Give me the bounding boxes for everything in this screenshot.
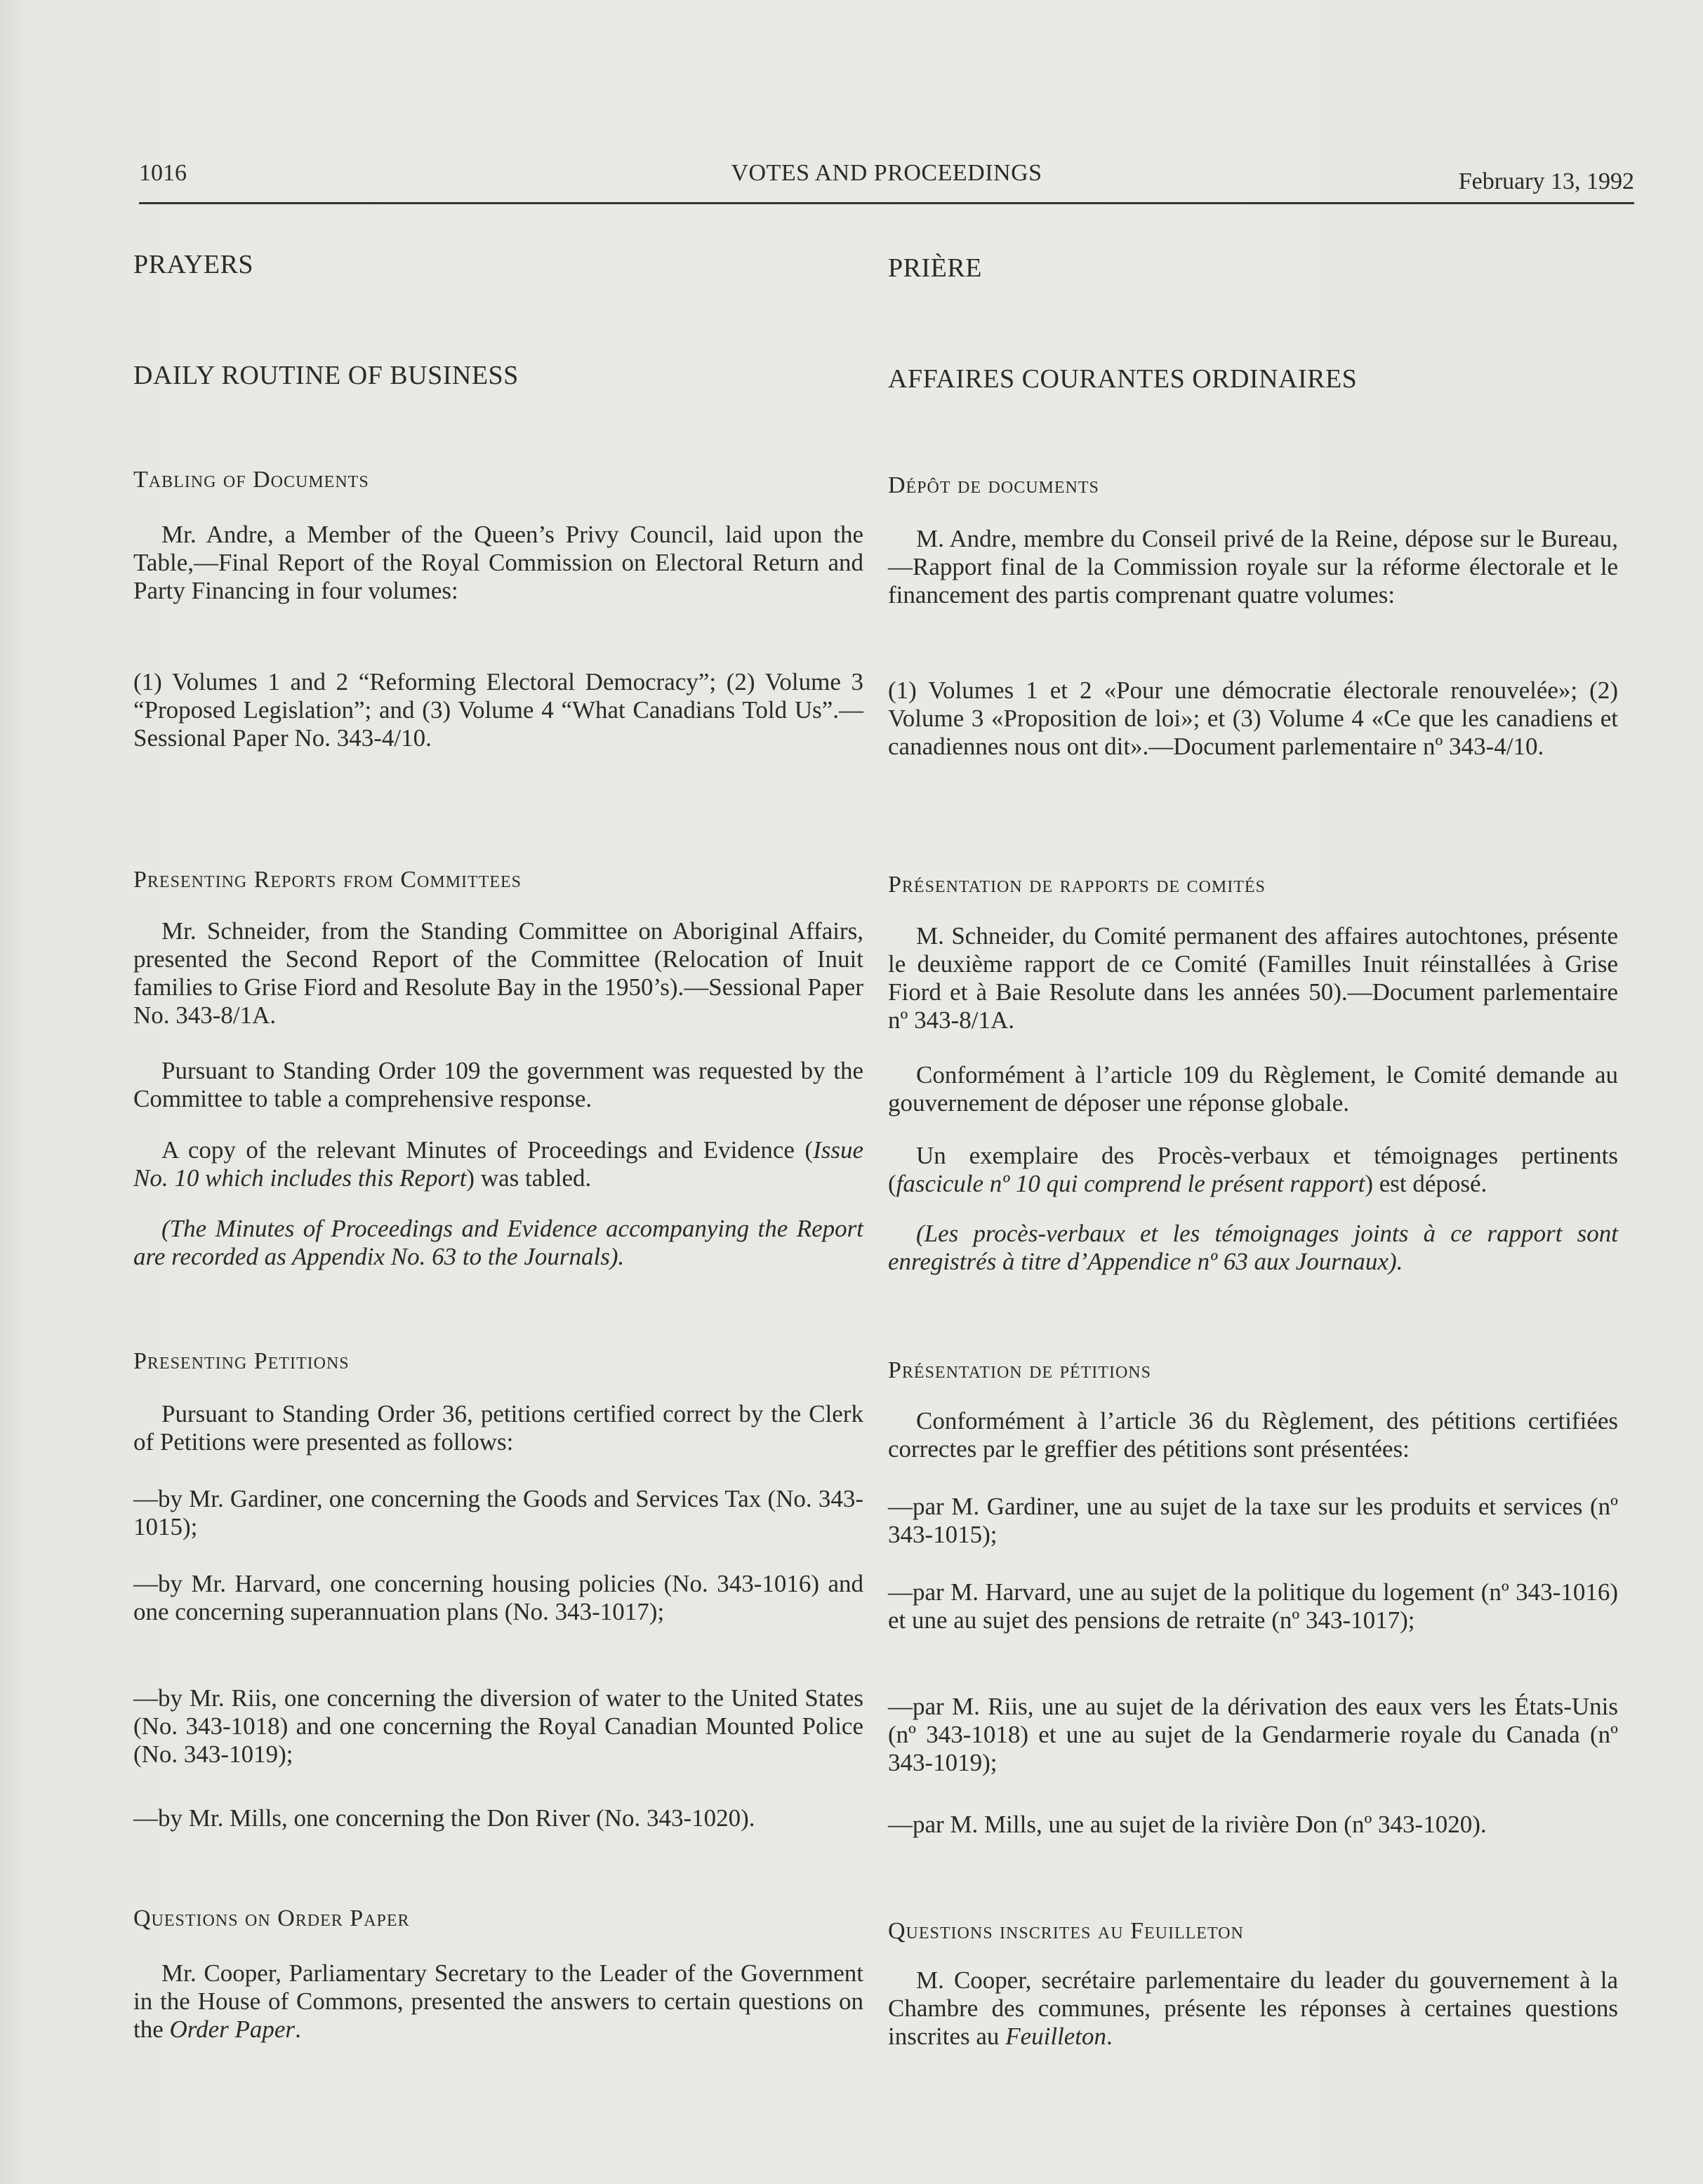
questions-text: Mr. Cooper, Parliamentary Secretary to the Leader of the Government in the House of Commons, presented the answers to certain questions on the Order Paper. [133,1959,863,2043]
tabling-heading: Tabling of Documents [133,467,369,493]
running-title: VOTES AND PROCEEDINGS [731,160,1042,186]
questions-fr-heading: Questions inscrites au Feuilleton [888,1918,1244,1944]
daily-routine-heading: DAILY ROUTINE OF BUSINESS [133,361,519,390]
questions-fr-text: M. Cooper, secrétaire parlementaire du leader du gouvernement à la Chambre des communes, présente les réponses à certaines questions inscrites au Feuilleton. [888,1966,1618,2050]
petition-fr-item: —par M. Gardiner, une au sujet de la taxe sur les produits et services (nº 343-1015); [888,1493,1618,1548]
petitions-intro: Pursuant to Standing Order 36, petitions certified correct by the Clerk of Petitions were presented as follows: [133,1400,863,1456]
petition-item: —by Mr. Riis, one concerning the diversion of water to the United States (No. 343-1018) and one concerning the Royal Canadian Mounted Police (No. 343-1019); [133,1684,863,1768]
depot-heading: Dépôt de documents [888,472,1099,498]
rapports-paragraph-1: M. Schneider, du Comité permanent des affaires autochtones, présente le deuxième rapport de ce Comité (Familles Inuit réinstallées à Grise Fiord et à Baie Resolute dans les années 50).—Document parlementaire nº 343-8/1A. [888,922,1618,1034]
petitions-heading: Presenting Petitions [133,1348,350,1374]
petition-fr-item: —par M. Harvard, une au sujet de la politique du logement (nº 343-1016) et une au sujet des pensions de retraite (nº 343-1017); [888,1578,1618,1634]
rapports-paragraph-4: (Les procès-verbaux et les témoignages joints à ce rapport sont enregistrés à titre d’Appendice nº 63 aux Journaux). [888,1220,1618,1275]
petitions-fr-heading: Présentation de pétitions [888,1357,1151,1383]
depot-volumes: (1) Volumes 1 et 2 «Pour une démocratie électorale renouvelée»; (2) Volume 3 «Proposition de loi»; et (3) Volume 4 «Ce que les canadiens et canadiennes nous ont dit».—Document parlementaire nº 343-4/10. [888,677,1618,760]
rapports-paragraph-3: Un exemplaire des Procès-verbaux et témoignages pertinents (fascicule nº 10 qui comprend le présent rapport) est déposé. [888,1142,1618,1197]
tabling-volumes: (1) Volumes 1 and 2 “Reforming Electoral Democracy”; (2) Volume 3 “Proposed Legislation”; and (3) Volume 4 “What Canadians Told Us”.—Sessional Paper No. 343-4/10. [133,668,863,752]
reports-paragraph-3: A copy of the relevant Minutes of Proceedings and Evidence (Issue No. 10 which includes this Report) was tabled. [133,1136,863,1192]
page-number: 1016 [139,160,187,186]
petition-item: —by Mr. Harvard, one concerning housing policies (No. 343-1016) and one concerning superannuation plans (No. 343-1017); [133,1570,863,1625]
depot-intro: M. Andre, membre du Conseil privé de la Reine, dépose sur le Bureau,—Rapport final de la Commission royale sur la réforme électorale et le financement des partis comprenant quatre volumes: [888,525,1618,608]
petition-item: —by Mr. Gardiner, one concerning the Goods and Services Tax (No. 343-1015); [133,1485,863,1540]
affaires-courantes-heading: AFFAIRES COURANTES ORDINAIRES [888,364,1358,394]
page-header [139,160,1634,204]
petitions-fr-intro: Conformément à l’article 36 du Règlement, des pétitions certifiées correctes par le greffier des pétitions sont présentées: [888,1407,1618,1463]
reports-heading: Presenting Reports from Committees [133,867,522,893]
prayers-heading: PRAYERS [133,250,254,279]
reports-paragraph-1: Mr. Schneider, from the Standing Committee on Aboriginal Affairs, presented the Second Report of the Committee (Relocation of Inuit families to Grise Fiord and Resolute Bay in the 1950’s).—Sessional Paper No. 343-8/1A. [133,917,863,1029]
priere-heading: PRIÈRE [888,253,982,283]
questions-heading: Questions on Order Paper [133,1905,410,1931]
petition-fr-item: —par M. Mills, une au sujet de la rivière Don (nº 343-1020). [888,1811,1487,1838]
rapports-heading: Présentation de rapports de comités [888,872,1266,898]
reports-paragraph-4: (The Minutes of Proceedings and Evidence accompanying the Report are recorded as Appendix No. 63 to the Journals). [133,1215,863,1270]
tabling-intro: Mr. Andre, a Member of the Queen’s Privy Council, laid upon the Table,—Final Report of the Royal Commission on Electoral Return and Party Financing in four volumes: [133,521,863,604]
petition-item: —by Mr. Mills, one concerning the Don River (No. 343-1020). [133,1804,755,1832]
header-date: February 13, 1992 [1458,168,1634,194]
rapports-paragraph-2: Conformément à l’article 109 du Règlement, le Comité demande au gouvernement de déposer une réponse globale. [888,1061,1618,1117]
reports-paragraph-2: Pursuant to Standing Order 109 the government was requested by the Committee to table a comprehensive response. [133,1057,863,1112]
petition-fr-item: —par M. Riis, une au sujet de la dérivation des eaux vers les États-Unis (nº 343-1018) et une au sujet de la Gendarmerie royale du Canada (nº 343-1019); [888,1693,1618,1776]
